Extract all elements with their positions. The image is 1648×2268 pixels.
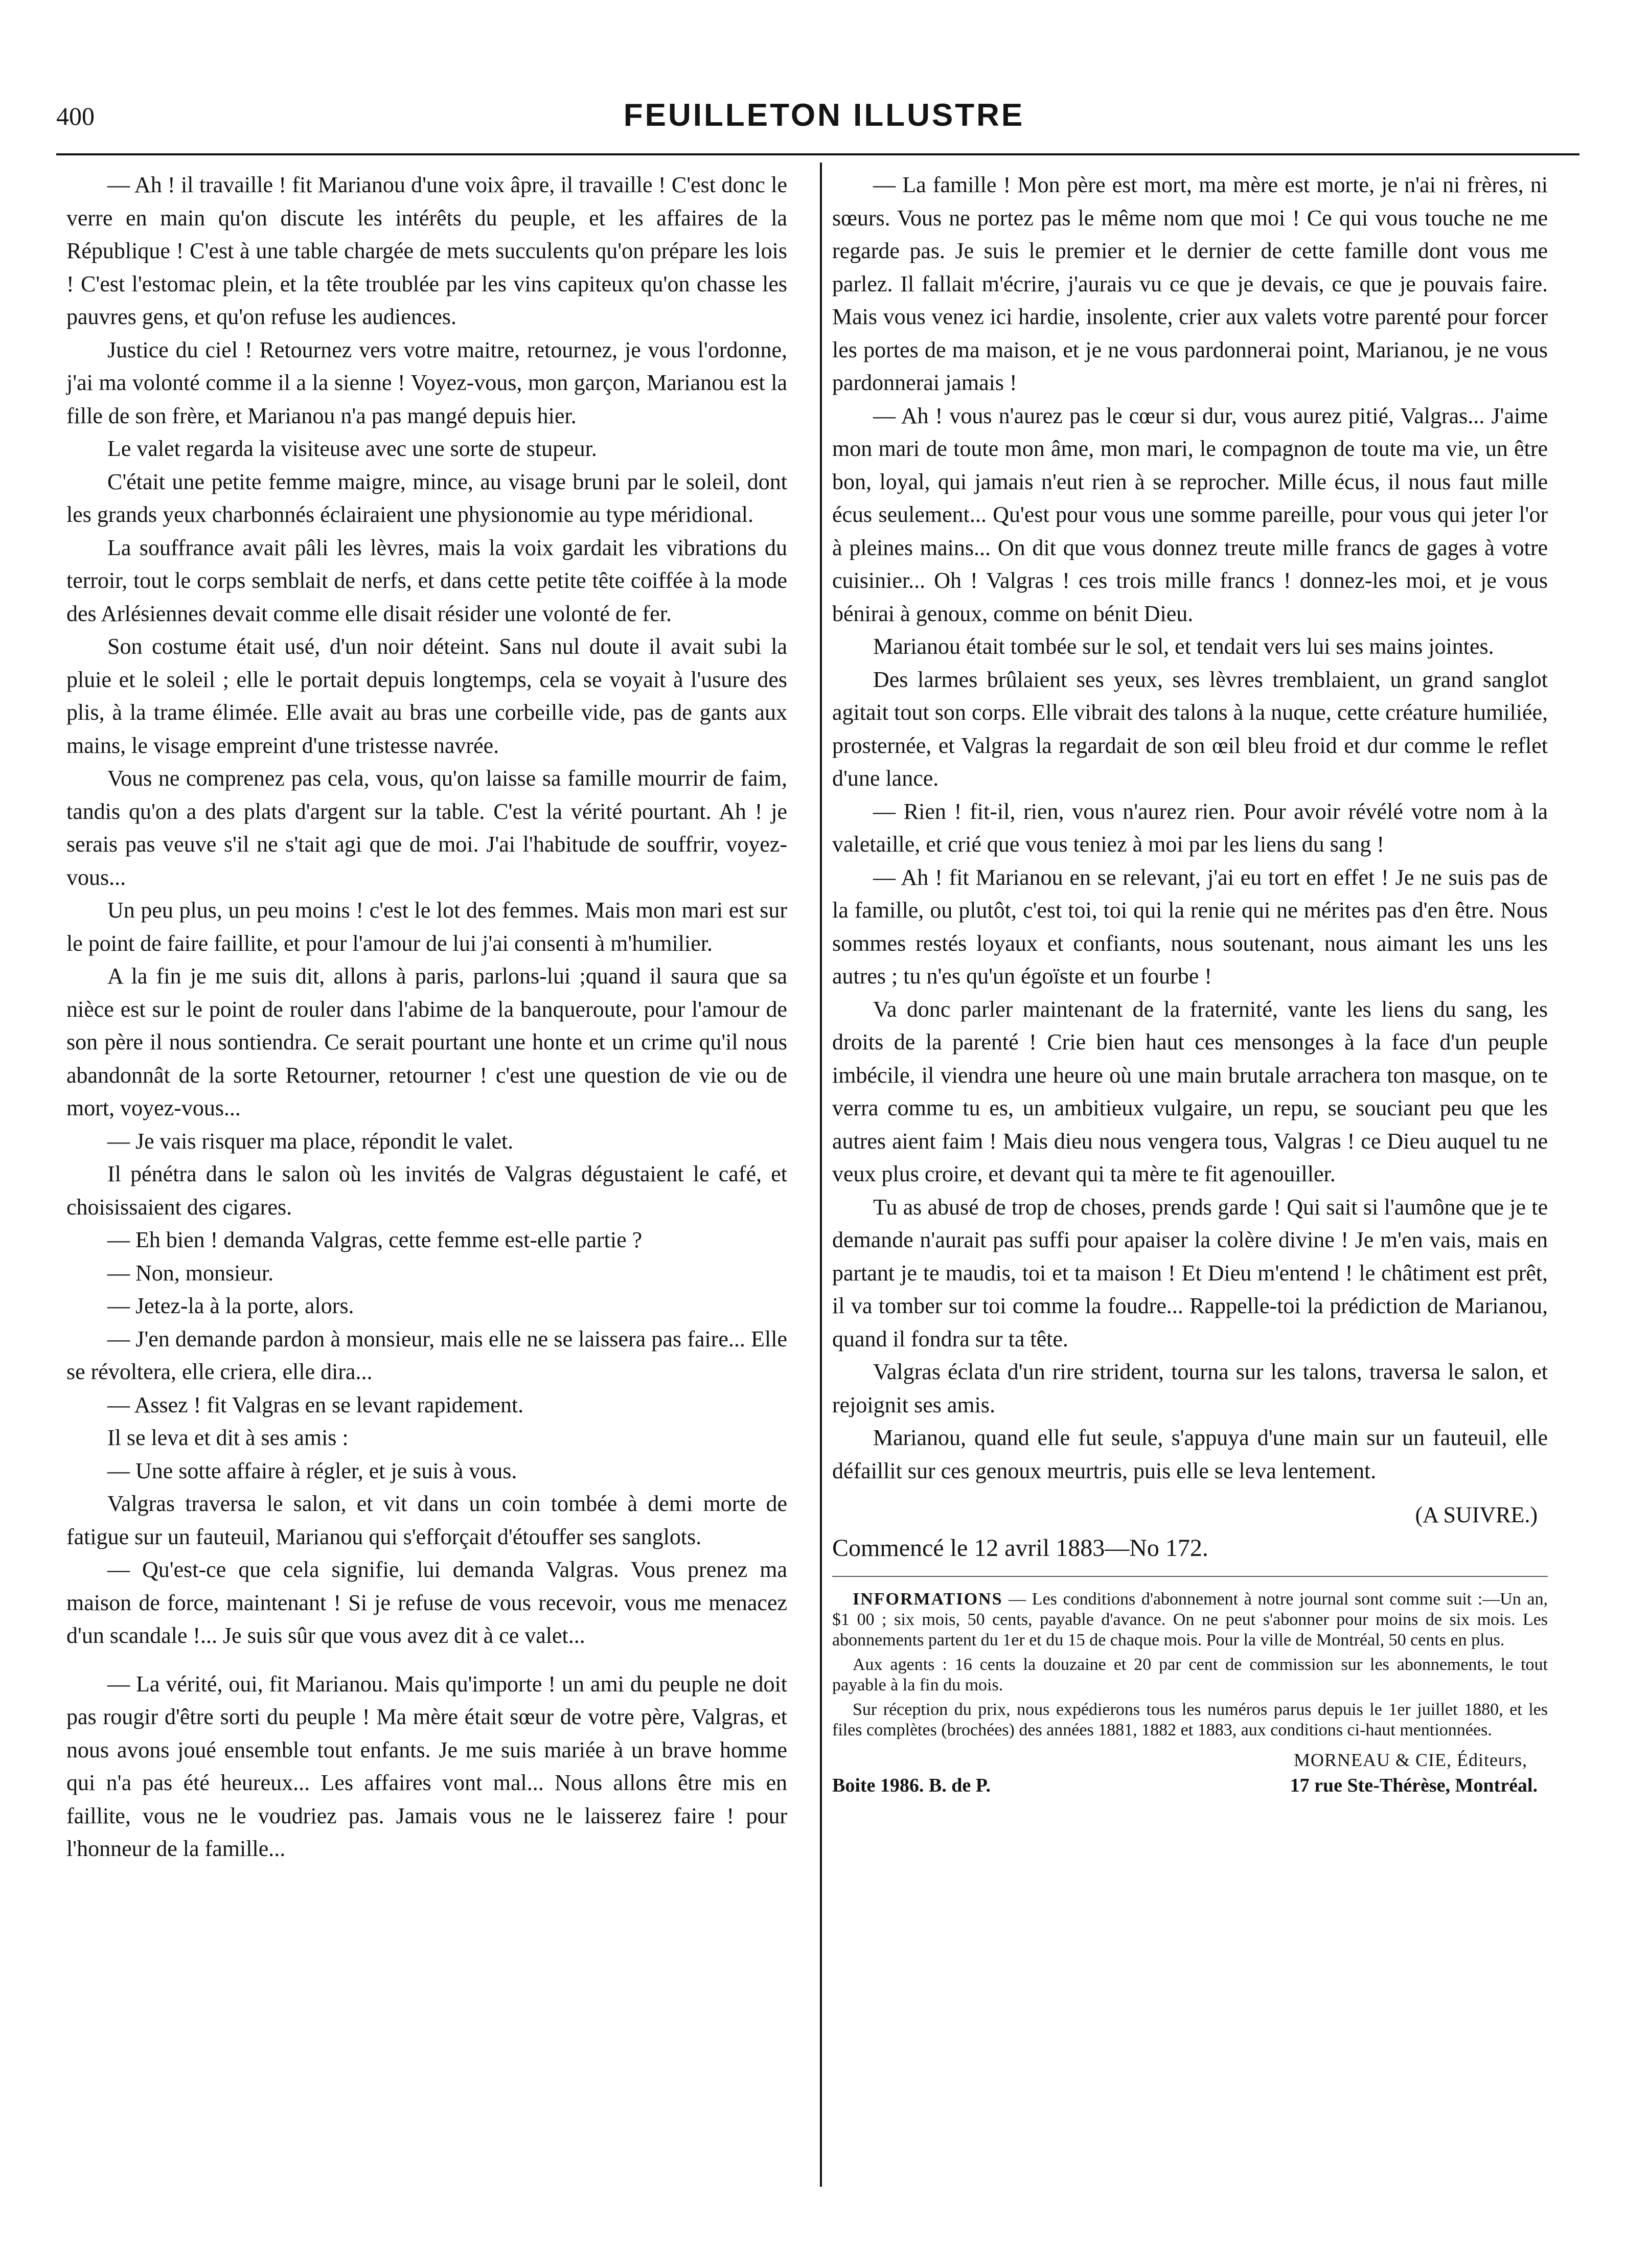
paragraph: Valgras éclata d'un rire strident, tourna sur les talons, traversa le salon, et rejoignit ses amis. — [832, 1359, 1548, 1417]
paragraph: — Non, monsieur. — [107, 1260, 274, 1286]
column-divider — [820, 163, 822, 2187]
right-column — [832, 169, 1548, 1796]
paragraph: — Jetez-la à la porte, alors. — [107, 1293, 354, 1318]
info-heading: INFORMATIONS — [853, 1590, 1003, 1609]
header-rule — [56, 153, 1580, 155]
paragraph: La souffrance avait pâli les lèvres, mais la voix gardait les vibrations du terroir, tout le corps semblait de nerfs, et dans cette petite tête coiffée à la mode des Arlésiennes devait comme elle disait résider une volonté de fer. — [66, 535, 787, 626]
paragraph: — Assez ! fit Valgras en se levant rapidement. — [107, 1392, 524, 1417]
paragraph: Des larmes brûlaient ses yeux, ses lèvres tremblaient, un grand sanglot agitait tout son corps. Elle vibrait des talons à la nuque, cette créature humiliée, prosternée, et Valgras la regardait de son œil bleu froid et dur comme le reflet d'une lance. — [832, 667, 1548, 791]
paragraph: Va donc parler maintenant de la fraternité, vante les liens du sang, les droits de la parenté ! Crie bien haut ces mensonges à la face d'un peuple imbécile, il viendra une heure où une main brutale arrachera ton masque, on te verra comme tu es, un ambitieux vulgaire, un repu, se souciant peu que les autres aient faim ! Mais dieu nous vengera tous, Valgras ! ce Dieu auquel tu ne veux plus croire, et devant qui ta mère te fit agenouiller. — [832, 996, 1548, 1186]
paragraph: C'était une petite femme maigre, mince, au visage bruni par le soleil, dont les grands yeux charbonnés éclairaient une physionomie au type méridional. — [66, 469, 787, 527]
paragraph: — Rien ! fit-il, rien, vous n'aurez rien. Pour avoir révélé votre nom à la valetaille, et crié que vous teniez à moi par les liens du sang ! — [832, 798, 1548, 857]
paragraph: A la fin je me suis dit, allons à paris, parlons-lui ;quand il saura que sa nièce est sur le point de rouler dans l'abime de la banqueroute, pour l'amour de son père il nous sontiendra. Ce serait pourtant une honte et un crime qu'il nous abandonnât de la sorte Retourner, retourner ! c'est une question de vie ou de mort, voyez-vous... — [66, 964, 787, 1120]
paragraph: Son costume était usé, d'un noir déteint. Sans nul doute il avait subi la pluie et le soleil ; elle le portait depuis longtemps, cela se voyait à l'usure des plis, à la trame élimée. Elle avait au bras une corbeille vide, pas de gants aux mains, le visage empreint d'une tristesse navrée. — [66, 634, 787, 758]
paragraph: — Ah ! il travaille ! fit Marianou d'une voix âpre, il travaille ! C'est donc le verre en main qu'on discute les intérêts du peuple, et les affaires de la République ! C'est à une table chargée de mets succulents qu'on prépare les lois ! C'est l'estomac plein, et la tête troublée par les vins capiteux qu'on chasse les pauvres gens, et qu'on refuse les audiences. — [66, 172, 787, 329]
post-box: Boite 1986. B. de P. — [832, 1775, 991, 1796]
info-paragraph: Aux agents : 16 cents la douzaine et 20 par cent de commission sur les abonnements, le tout payable à la fin du mois. — [832, 1655, 1548, 1694]
paragraph: — Ah ! fit Marianou en se relevant, j'ai eu tort en effet ! Je ne suis pas de la famille, ou plutôt, c'est toi, toi qui la renie qui ne mérites pas d'en être. Nous sommes restés loyaux et confiants, nous soutenant, nous aimant les uns les autres ; tu n'es qu'un égoïste et un fourbe ! — [832, 864, 1548, 989]
paragraph: — Qu'est-ce que cela signifie, lui demanda Valgras. Vous prenez ma maison de force, maintenant ! Si je refuse de vous recevoir, vous me menacez d'un scandale !... Je suis sûr que vous avez dit à ce valet... — [66, 1557, 787, 1648]
separator-rule — [832, 1576, 1548, 1577]
paragraph: Le valet regarda la visiteuse avec une sorte de stupeur. — [107, 436, 597, 461]
publisher-name: MORNEAU & CIE, Éditeurs, — [1294, 1750, 1527, 1770]
paragraph: Un peu plus, un peu moins ! c'est le lot des femmes. Mais mon mari est sur le point de faire faillite, et pour l'amour de lui j'ai consenti à m'humilier. — [66, 898, 787, 956]
publisher-address-line — [832, 1775, 1548, 1796]
paragraph: — Eh bien ! demanda Valgras, cette femme est-elle partie ? — [107, 1227, 643, 1252]
paragraph: — Je vais risquer ma place, répondit le valet. — [107, 1128, 514, 1154]
paragraph: Justice du ciel ! Retournez vers votre maitre, retournez, je vous l'ordonne, j'ai ma volonté comme il a la sienne ! Voyez-vous, mon garçon, Marianou est la fille de son frère, et Marianou n'a pas mangé depuis hier. — [66, 337, 787, 428]
paragraph: Tu as abusé de trop de choses, prends garde ! Qui sait si l'aumône que je te demande n'aurait pas suffi pour apaiser la colère divine ! Je m'en vais, mais en partant je te maudis, toi et ta maison ! Et Dieu m'entend ! le châtiment est prêt, il va tomber sur toi comme la foudre... Rappelle-toi la prédiction de Marianou, quand il fondra sur ta tête. — [832, 1194, 1548, 1351]
paragraph: Vous ne comprenez pas cela, vous, qu'on laisse sa famille mourrir de faim, tandis qu'on a des plats d'argent sur la table. C'est la vérité pourtant. Ah ! je serais pas veuve s'il ne s'tait agi que de moi. J'ai l'habitude de souffrir, voyez-vous... — [66, 766, 787, 890]
paragraph: Marianou, quand elle fut seule, s'appuya d'une main sur un fauteuil, elle défaillit sur ces genoux meurtris, puis elle se leva lentement. — [832, 1425, 1548, 1483]
paragraph: Il se leva et dit à ses amis : — [107, 1425, 349, 1450]
paragraph: Valgras traversa le salon, et vit dans un coin tombée à demi morte de fatigue sur un fauteuil, Marianou qui s'efforçait d'étouffer ses sanglots. — [66, 1491, 787, 1549]
informations-box — [832, 1589, 1548, 1796]
paragraph: Marianou était tombée sur le sol, et tendait vers lui ses mains jointes. — [873, 634, 1494, 659]
paragraph: — La famille ! Mon père est mort, ma mère est morte, je n'ai ni frères, ni sœurs. Vous ne portez pas le même nom que moi ! Ce qui vous touche ne me regarde pas. Je suis le premier et le dernier de cette famille dont vous me parlez. Il fallait m'écrire, j'aurais vu ce que je devais, ce que je pouvais faire. Mais vous venez ici hardie, insolente, crier aux valets votre parenté pour forcer les portes de ma maison, et je ne vous pardonnerai point, Marianou, je ne vous pardonnerai jamais ! — [832, 172, 1548, 395]
street-address: 17 rue Ste-Thérèse, Montréal. — [1290, 1775, 1538, 1796]
paragraph: — Ah ! vous n'aurez pas le cœur si dur, vous aurez pitié, Valgras... J'aime mon mari de toute mon âme, mon mari, le compagnon de toute ma vie, un être bon, loyal, qui jamais n'eut rien à se reprocher. Mille écus, il nous faut mille écus seulement... Qu'est pour vous une somme pareille, pour vous qui jeter l'or à pleines mains... On dit que vous donnez treute mille francs de gages à votre cuisinier... Oh ! Valgras ! ces trois mille francs ! donnez-les moi, et je vous bénirai à genoux, comme on bénit Dieu. — [832, 403, 1548, 626]
page-title: FEUILLETON ILLUSTRE — [623, 98, 1025, 133]
info-paragraph: Sur réception du prix, nous expédierons tous les numéros parus depuis le 1er juillet 1880, et les files complètes (brochées) des années 1881, 1882 et 1883, aux conditions ci-haut mentionnées. — [832, 1700, 1548, 1739]
left-column — [66, 169, 787, 1866]
to-be-continued: (A SUIVRE.) — [1415, 1502, 1538, 1527]
paragraph: — J'en demande pardon à monsieur, mais elle ne se laissera pas faire... Elle se révoltera, elle criera, elle dira... — [66, 1326, 787, 1384]
info-paragraph — [832, 1589, 1548, 1651]
paragraph: — La vérité, oui, fit Marianou. Mais qu'importe ! un ami du peuple ne doit pas rougir d'être sorti du peuple ! Ma mère était sœur de votre père, Valgras, et nous avons joué ensemble tout enfants. Je me suis mariée à un brave homme qui n'a pas été heureux... Les affaires vont mal... Nous allons être mis en faillite, vous ne le voudriez pas. Jamais vous ne le laisserez faire ! pour l'honneur de la famille... — [66, 1671, 787, 1861]
serial-start-note: Commencé le 12 avril 1883—No 172. — [832, 1534, 1208, 1562]
info-text: — Les conditions d'abonnement à notre journal sont comme suit :—Un an, $1 00 ; six mois, 50 cents, payable d'avance. On ne peut s'abonner pour moins de six mois. Les abonnements partent du 1er et du 15 de chaque mois. Pour la ville de Montréal, 50 cents en plus. — [832, 1590, 1548, 1650]
page-number: 400 — [56, 102, 95, 130]
paragraph: — Une sotte affaire à régler, et je suis à vous. — [107, 1458, 517, 1483]
paragraph: Il pénétra dans le salon où les invités de Valgras dégustaient le café, et choisissaient des cigares. — [66, 1161, 787, 1220]
